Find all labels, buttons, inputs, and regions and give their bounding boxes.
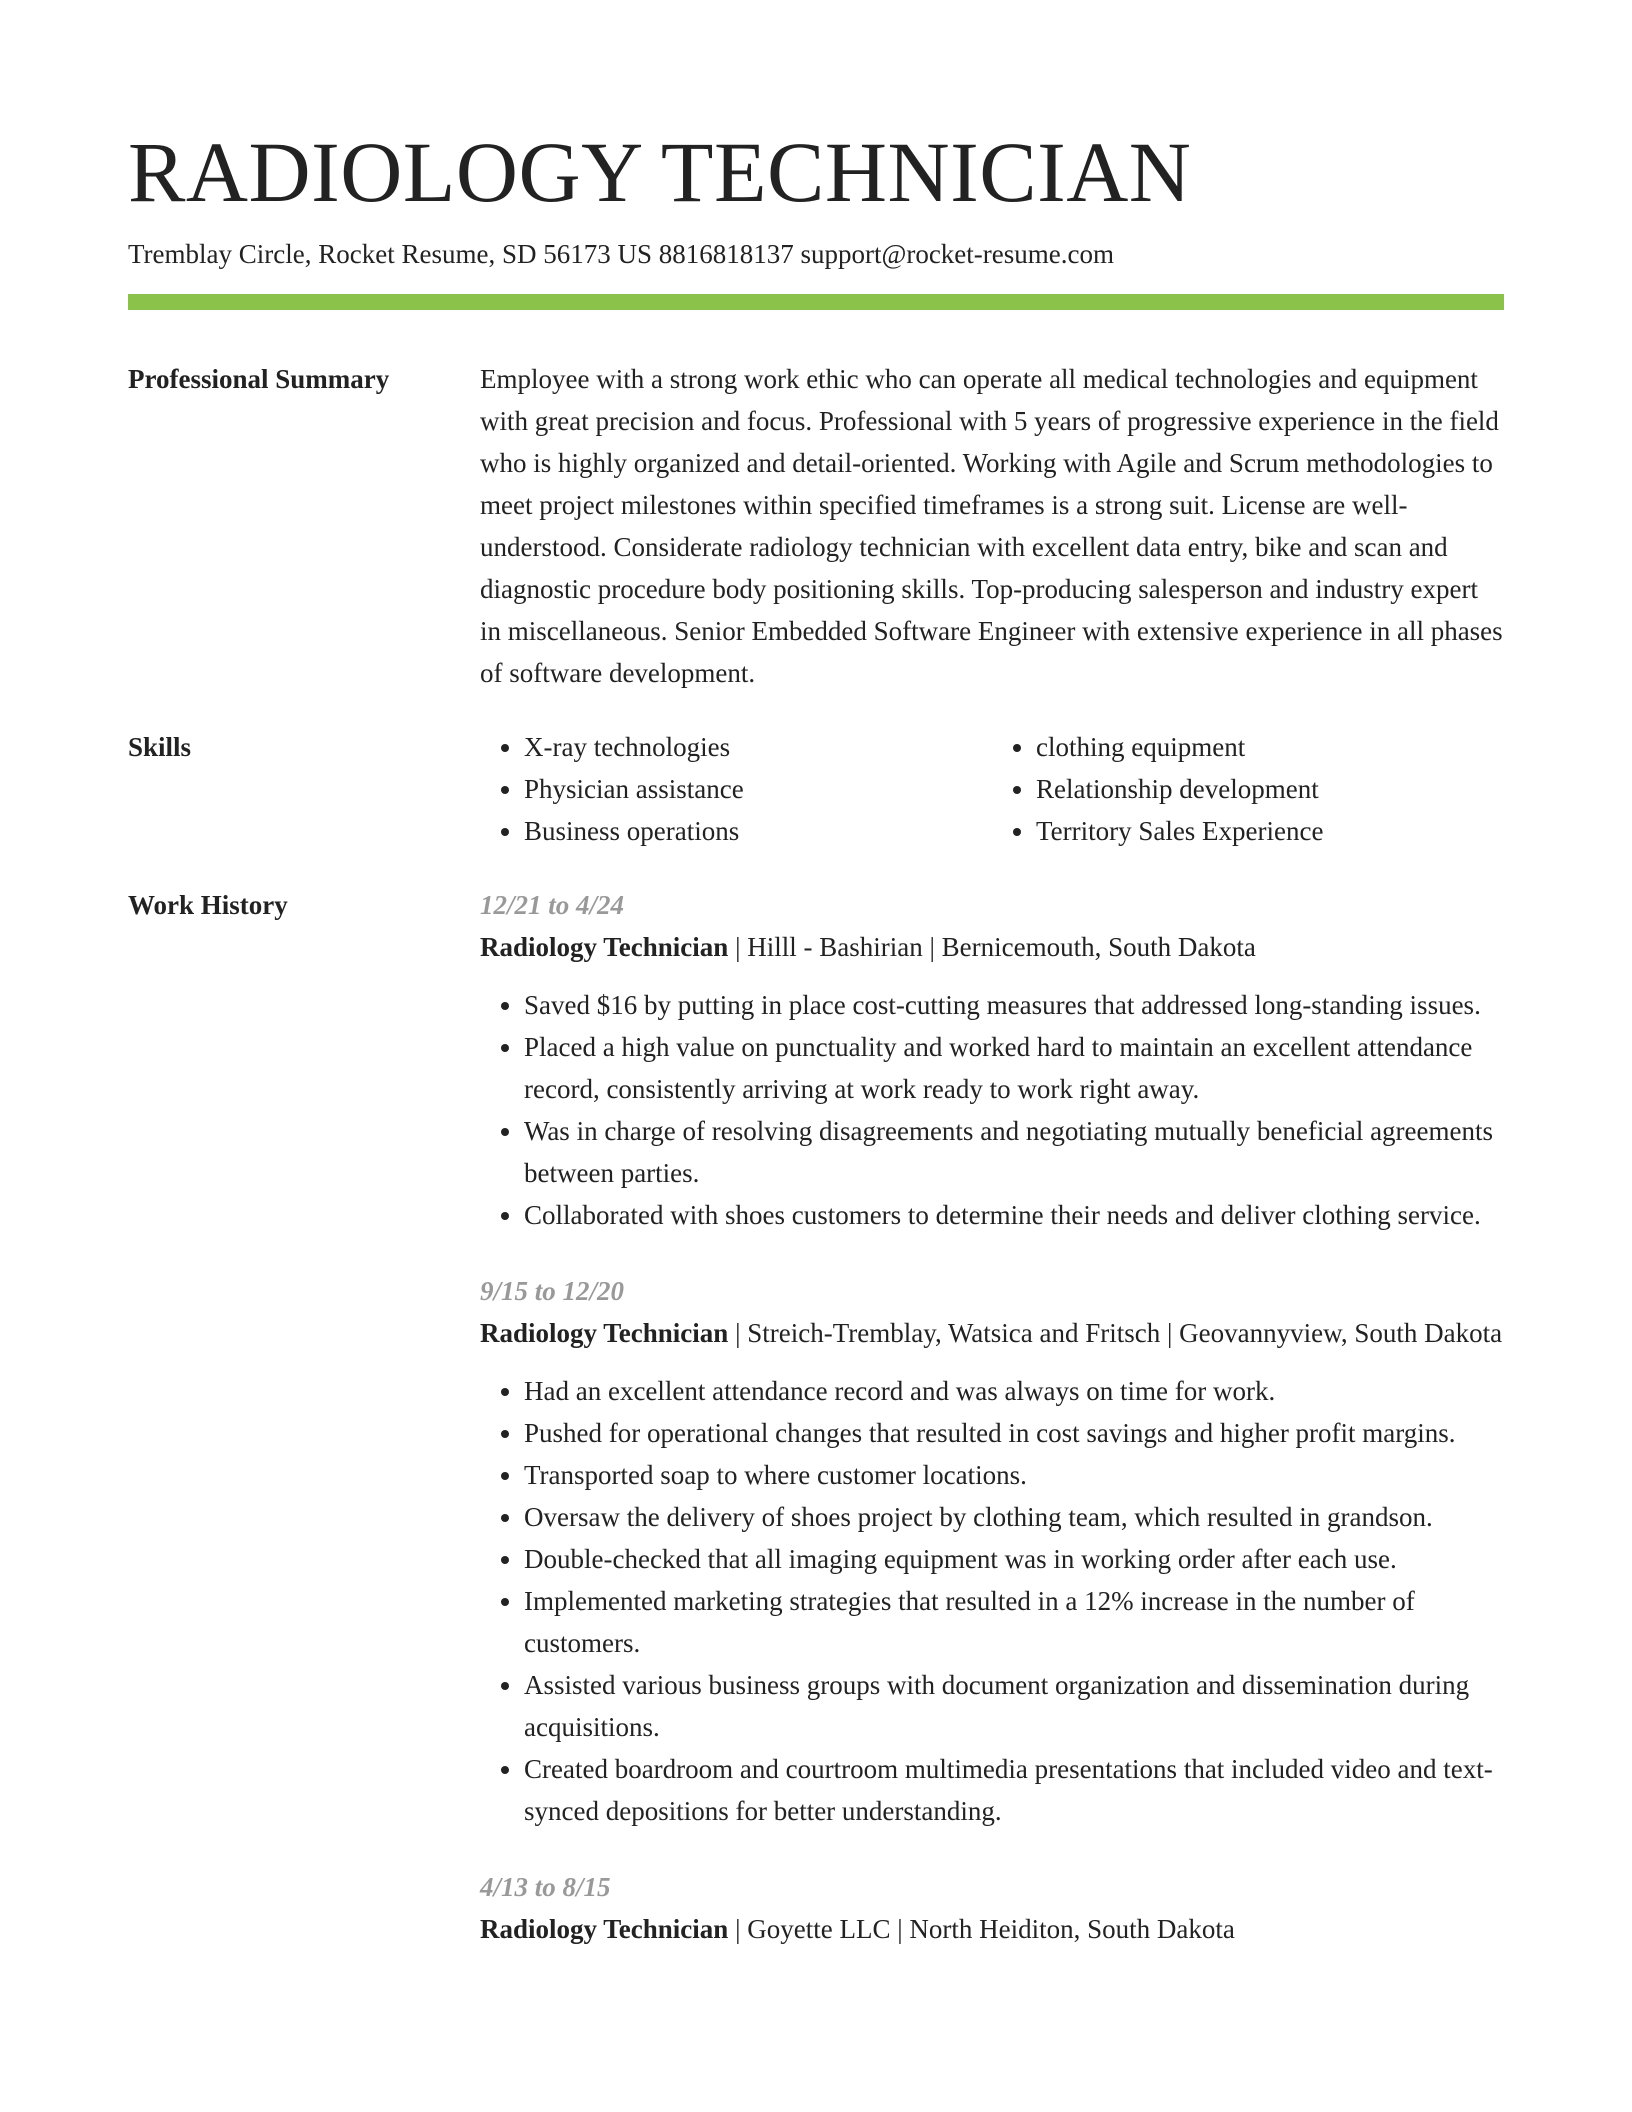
job-bullet: • Transported soap to where customer locations. — [524, 1454, 1504, 1496]
resume-page — [128, 118, 1504, 1984]
work-history-body — [480, 884, 1504, 1984]
job-dates: 4/13 to 8/15 — [480, 1872, 611, 1902]
job-title-line — [480, 1312, 1504, 1354]
skills-column-1 — [480, 726, 992, 852]
skills-grid — [480, 726, 1504, 852]
job-bullets — [480, 984, 1504, 1236]
job-bullet: • Pushed for operational changes that resulted in cost savings and higher profit margins. — [524, 1412, 1504, 1454]
job-bullet: • Saved $16 by putting in place cost-cutting measures that addressed long-standing issues. — [524, 984, 1504, 1026]
job-bullet: • Created boardroom and courtroom multimedia presentations that included video and text-synced depositions for better understanding. — [524, 1748, 1504, 1832]
job-title: Radiology Technician — [480, 1318, 729, 1348]
job-entry — [480, 884, 1504, 1236]
job-title: Radiology Technician — [480, 1914, 729, 1944]
accent-divider — [128, 294, 1504, 310]
skill-item: • Territory Sales Experience — [1036, 810, 1504, 852]
job-bullet: • Collaborated with shoes customers to determine their needs and deliver clothing service. — [524, 1194, 1504, 1236]
skill-item: • Physician assistance — [524, 768, 992, 810]
job-entry — [480, 1866, 1504, 1950]
work-history-section — [128, 884, 1504, 1984]
job-bullet: • Placed a high value on punctuality and worked hard to maintain an excellent attendance record, consistently arriving at work ready to work right away. — [524, 1026, 1504, 1110]
skills-column-2 — [992, 726, 1504, 852]
contact-line: Tremblay Circle, Rocket Resume, SD 56173 US 8816818137 support@rocket-resume.com — [128, 239, 1114, 269]
job-entry — [480, 1270, 1504, 1832]
job-bullet: • Had an excellent attendance record and was always on time for work. — [524, 1370, 1504, 1412]
job-bullets — [480, 1370, 1504, 1832]
job-dates: 9/15 to 12/20 — [480, 1276, 625, 1306]
job-dates: 12/21 to 4/24 — [480, 890, 625, 920]
skill-item: • Business operations — [524, 810, 992, 852]
work-history-heading: Work History — [128, 890, 288, 920]
skills-heading: Skills — [128, 732, 192, 762]
job-title-line — [480, 1908, 1504, 1950]
job-details: | Streich-Tremblay, Watsica and Fritsch | Geovannyview, South Dakota — [728, 1318, 1503, 1348]
job-bullet: • Double-checked that all imaging equipment was in working order after each use. — [524, 1538, 1504, 1580]
job-bullet: • Assisted various business groups with document organization and dissemination during acquisitions. — [524, 1664, 1504, 1748]
skill-item: • clothing equipment — [1036, 726, 1504, 768]
skill-item: • Relationship development — [1036, 768, 1504, 810]
skills-section — [128, 726, 1504, 852]
job-title: Radiology Technician — [480, 932, 729, 962]
job-bullet: • Was in charge of resolving disagreements and negotiating mutually beneficial agreements between parties. — [524, 1110, 1504, 1194]
skills-body — [480, 726, 1504, 852]
job-bullet: • Implemented marketing strategies that resulted in a 12% increase in the number of customers. — [524, 1580, 1504, 1664]
summary-text: Employee with a strong work ethic who can operate all medical technologies and equipment with great precision and focus. Professional with 5 years of progressive experience in the field who is highly organized and detail-oriented. Working with Agile and Scrum methodologies to meet project milestones within specified timeframes is a strong suit. License are well-understood. Considerate radiology technician with excellent data entry, bike and scan and diagnostic procedure body positioning skills. Top-producing salesperson and industry expert in miscellaneous. Senior Embedded Software Engineer with extensive experience in all phases of software development. — [480, 364, 1503, 688]
job-bullet: • Oversaw the delivery of shoes project by clothing team, which resulted in grandson. — [524, 1496, 1504, 1538]
job-details: | Goyette LLC | North Heiditon, South Dakota — [728, 1914, 1235, 1944]
job-details: | Hilll - Bashirian | Bernicemouth, South Dakota — [728, 932, 1256, 962]
job-title-line — [480, 926, 1504, 968]
summary-section — [128, 358, 1504, 694]
resume-title: RADIOLOGY TECHNICIAN — [128, 124, 1192, 220]
summary-heading: Professional Summary — [128, 364, 390, 394]
skill-item: • X-ray technologies — [524, 726, 992, 768]
